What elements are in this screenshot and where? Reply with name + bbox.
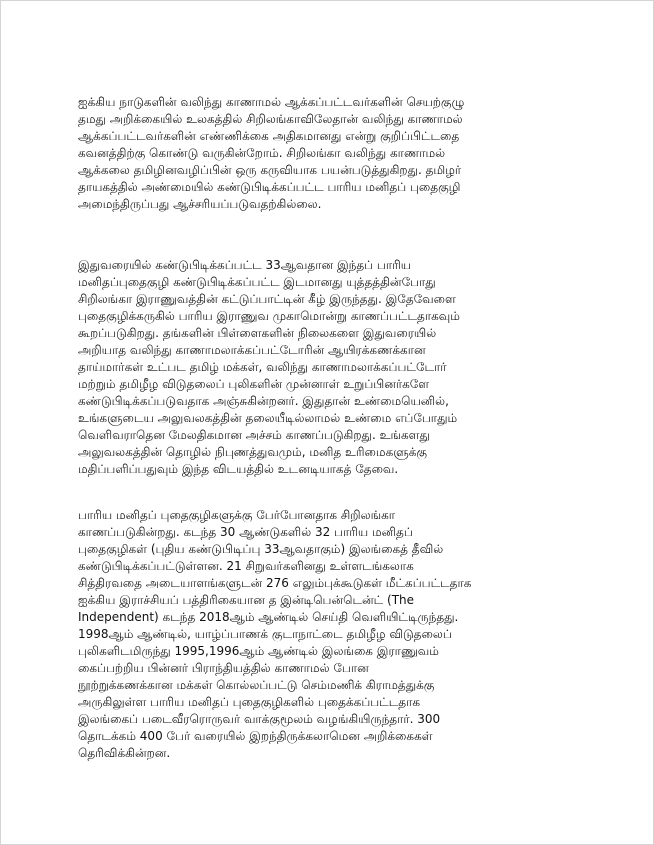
- paragraph-line: மதிப்பளிப்பதுவும் இந்த விடயத்தில் உடனடியாகத் தேவை.: [78, 462, 399, 476]
- paragraph-line: கண்டுபிடிக்கப்படுவதாக அஞ்சுகின்றனர். இதுதான் உண்மையெனில்,: [78, 394, 449, 408]
- paragraph-line: சிறிலங்கா இராணுவத்தின் கட்டுப்பாட்டின் கீழ் இருந்தது. இதேவேளை: [78, 292, 456, 306]
- paragraph-line: அமைந்திருப்பது ஆச்சரியப்படுவதற்கில்லை.: [78, 197, 322, 211]
- paragraph-line: வெளிவராதென மேலதிகமான அச்சம் காணப்படுகிறது. உங்களது: [78, 428, 430, 442]
- paragraph-line: அலுவலகத்தின் தொழில் நிபுணத்துவமும், மனித உரிமைகளுக்கு: [78, 445, 427, 459]
- paragraph-line: Independent) கடந்த 2018ஆம் ஆண்டில் செய்தி வெளியிட்டிருந்தது.: [78, 610, 459, 624]
- paragraph-line: தாய்மார்கள் உட்பட தமிழ் மக்கள், வலிந்து காணாமலாக்கப்பட்டோர்: [78, 360, 447, 374]
- paragraph-line: தமது அறிக்கையில் உலகத்தில் சிறிலங்காவிலேதான் வலிந்து காணாமல்: [78, 112, 463, 126]
- paragraph-line: இதுவரையில் கண்டுபிடிக்கப்பட்ட 33ஆவதான இந்தப் பாரிய: [78, 258, 412, 272]
- paragraph-line: தொடக்கம் 400 பேர் வரையில் இறந்திருக்கலாமென அறிக்கைகள்: [78, 729, 433, 743]
- paragraph-line: சித்திரவதை அடையாளங்களுடன் 276 எலும்புக்கூடுகள் மீட்கப்பட்டதாக: [78, 576, 472, 590]
- paragraph-line: தாயகத்தில் அண்மையில் கண்டுபிடிக்கப்பட்ட பாரிய மனிதப் புதைகுழி: [78, 180, 461, 194]
- paragraph-line: ஐக்கிய இராச்சியப் பத்திரிகையான த இன்டிபென்டென்ட் (The: [78, 593, 415, 607]
- paragraph-line: நூற்றுக்கணக்கான மக்கள் கொல்லப்பட்டு செம்மணிக் கிராமத்துக்கு: [78, 678, 435, 692]
- paragraph-line: அருகிலுள்ள பாரிய மனிதப் புதைகுழிகளில் புதைக்கப்பட்டதாக: [78, 695, 421, 709]
- paragraph-line: ஆக்கப்பட்டவர்களின் எண்ணிக்கை அதிகமானது என்று குறிப்பிட்டதை: [78, 129, 460, 143]
- paragraph-line: தெரிவிக்கின்றன.: [78, 746, 171, 760]
- paragraph-line: 1998ஆம் ஆண்டில், யாழ்ப்பாணக் குடாநாட்டை தமிழீழ விடுதலைப்: [78, 627, 452, 641]
- paragraph-mass-graves-history: [78, 507, 588, 762]
- paragraph-line: இலங்கைப் படைவீரரொருவர் வாக்குமூலம் வழங்கியிருந்தார். 300: [78, 712, 441, 726]
- paragraph-line: புதைகுழிக்கருகில் பாரிய இராணுவ முகாமொன்று காணப்பட்டதாகவும்: [78, 309, 460, 323]
- paragraph-line: கைப்பற்றிய பின்னர் பிராந்தியத்தில் காணாமல் போன: [78, 661, 369, 675]
- paragraph-line: புதைகுழிகள் (புதிய கண்டுபிடிப்பு 33ஆவதாகும்) இலங்கைத் தீவில்: [78, 542, 444, 556]
- paragraph-line: கூறப்படுகிறது. தங்களின் பிள்ளைகளின் நிலைகளை இதுவரையில்: [78, 326, 437, 340]
- paragraph-line: மனிதப்புதைகுழி கண்டுபிடிக்கப்பட்ட இடமானது யுத்தத்தின்போது: [78, 275, 436, 289]
- paragraph-line: ஐக்கிய நாடுகளின் வலிந்து காணாமல் ஆக்கப்பட்டவர்களின் செயற்குழு: [78, 95, 465, 109]
- paragraph-line: புலிகளிடமிருந்து 1995,1996ஆம் ஆண்டில் இலங்கை இராணுவம்: [78, 644, 439, 658]
- paragraph-line: கவனத்திற்கு கொண்டு வருகின்றோம். சிறிலங்கா வலிந்து காணாமல்: [78, 146, 446, 160]
- paragraph-line: ஆக்கலை தமிழினவழிப்பின் ஒரு கருவியாக பயன்படுத்துகிறது. தமிழர்: [78, 163, 462, 177]
- paragraph-line: பாரிய மனிதப் புதைகுழிகளுக்கு பேர்போனதாக சிறிலங்கா: [78, 508, 396, 522]
- paragraph-mass-grave-discovery: [78, 257, 588, 478]
- paragraph-line: காணப்படுகின்றது. கடந்த 30 ஆண்டுகளில் 32 பாரிய மனிதப்: [78, 525, 413, 539]
- paragraph-line: அறியாத வலிந்து காணாமலாக்கப்பட்டோரின் ஆயிரக்கணக்கான: [78, 343, 426, 357]
- paragraph-line: கண்டுபிடிக்கப்பட்டுள்ளன. 21 சிறுவர்களினது உள்ளடங்கலாக: [78, 559, 414, 573]
- paragraph-enforced-disappearances: [78, 94, 588, 213]
- paragraph-line: உங்களுடைய அலுவலகத்தின் தலையீடில்லாமல் உண்மை எப்போதும்: [78, 411, 458, 425]
- paragraph-line: மற்றும் தமிழீழ விடுதலைப் புலிகளின் முன்னாள் உறுப்பினர்களே: [78, 377, 430, 391]
